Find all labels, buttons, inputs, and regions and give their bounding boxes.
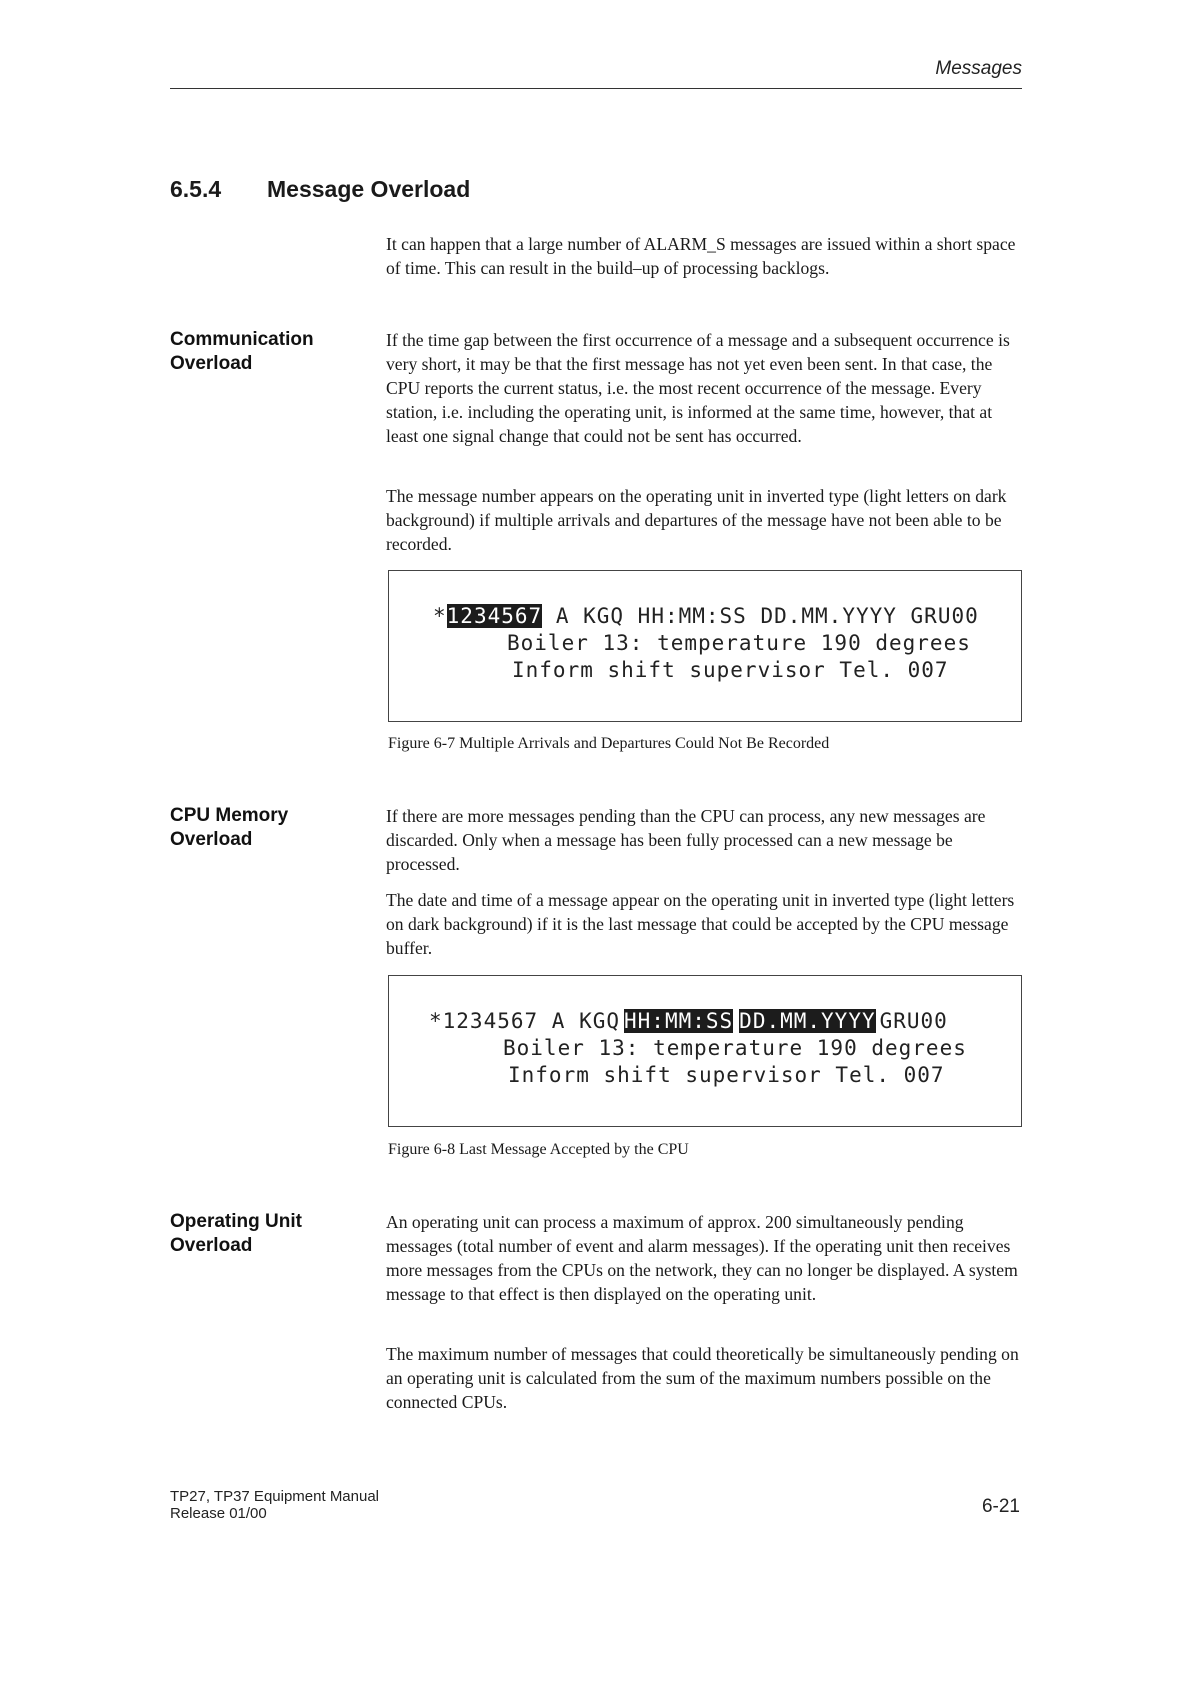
heading-line: CPU Memory <box>170 805 289 826</box>
message-line-1-rest: A KGQ HH:MM:SS DD.MM.YYYY GRU00 <box>542 604 979 628</box>
star-marker: * <box>433 604 447 628</box>
section-title: Message Overload <box>267 176 471 202</box>
cpu-paragraph-2: The date and time of a message appear on the operating unit in inverted type (light letters on dark background) if it is the last message that could be accepted by the CPU message buffer. <box>386 890 1015 958</box>
inverted-message-number: 1234567 <box>446 604 543 628</box>
heading-line: Overload <box>170 829 253 850</box>
running-header: Messages <box>935 58 1022 79</box>
cpu-paragraph-1: If there are more messages pending than the CPU can process, any new messages are discarded. Only when a message has been fully processed can a new message be processed. <box>386 806 986 874</box>
intro-paragraph: It can happen that a large number of ALARM_S messages are issued within a short space of time. This can result in the build–up of processing backlogs. <box>386 234 1016 278</box>
heading-line: Overload <box>170 353 253 374</box>
heading-line: Operating Unit <box>170 1211 302 1232</box>
message-line-3: Inform shift supervisor Tel. 007 <box>508 1063 945 1087</box>
communication-overload-heading <box>170 328 360 376</box>
heading-line: Communication <box>170 329 314 350</box>
communication-paragraph-1: If the time gap between the first occurrence of a message and a subsequent occurrence is very short, it may be that the first message has not yet even been sent. In that case, the CPU reports the current status, i.e. the most recent occurrence of the message. Every station, i.e. including the operating unit, is informed at the same time, however, that at least one signal change that could not be sent has occurred. <box>386 330 1010 446</box>
operating-unit-overload-heading <box>170 1210 360 1258</box>
figure-6-7-caption: Figure 6-7 Multiple Arrivals and Departures Could Not Be Recorded <box>388 735 830 752</box>
header-rule <box>170 88 1022 89</box>
footer-manual-info <box>170 1488 379 1522</box>
message-line-1 <box>429 1008 948 1035</box>
message-line-3: Inform shift supervisor Tel. 007 <box>512 658 949 682</box>
operating-unit-paragraph-1: An operating unit can process a maximum of approx. 200 simultaneously pending messages (total number of event and alarm messages). If the operating unit then receives more messages from the CPUs on the network, they can no longer be displayed. A system message to that effect is then displayed on the operating unit. <box>386 1212 1018 1304</box>
footer-manual-title: TP27, TP37 Equipment Manual <box>170 1488 380 1505</box>
message-line-1-suffix: GRU00 <box>879 1009 948 1033</box>
page-number: 6-21 <box>981 1496 1020 1517</box>
figure-6-8-caption: Figure 6-8 Last Message Accepted by the CPU <box>388 1141 689 1158</box>
footer-release: Release 01/00 <box>170 1505 267 1522</box>
operating-unit-paragraph-2: The maximum number of messages that could theoretically be simultaneously pending on an operating unit is calculated from the sum of the maximum numbers possible on the connected CPUs. <box>386 1344 1019 1412</box>
message-line-2: Boiler 13: temperature 190 degrees <box>507 631 971 655</box>
message-line-1 <box>433 603 979 630</box>
message-line-1-prefix: *1234567 A KGQ <box>429 1009 621 1033</box>
inverted-date: DD.MM.YYYY <box>739 1009 876 1033</box>
communication-paragraph-2: The message number appears on the operating unit in inverted type (light letters on dark background) if multiple arrivals and departures of the message have not been able to be recorded. <box>386 486 1007 554</box>
figure-6-7-display <box>388 570 1022 722</box>
heading-line: Overload <box>170 1235 253 1256</box>
message-line-2: Boiler 13: temperature 190 degrees <box>503 1036 967 1060</box>
cpu-memory-overload-heading <box>170 804 360 852</box>
figure-6-8-display <box>388 975 1022 1127</box>
section-number: 6.5.4 <box>170 176 222 202</box>
inverted-time: HH:MM:SS <box>624 1009 734 1033</box>
